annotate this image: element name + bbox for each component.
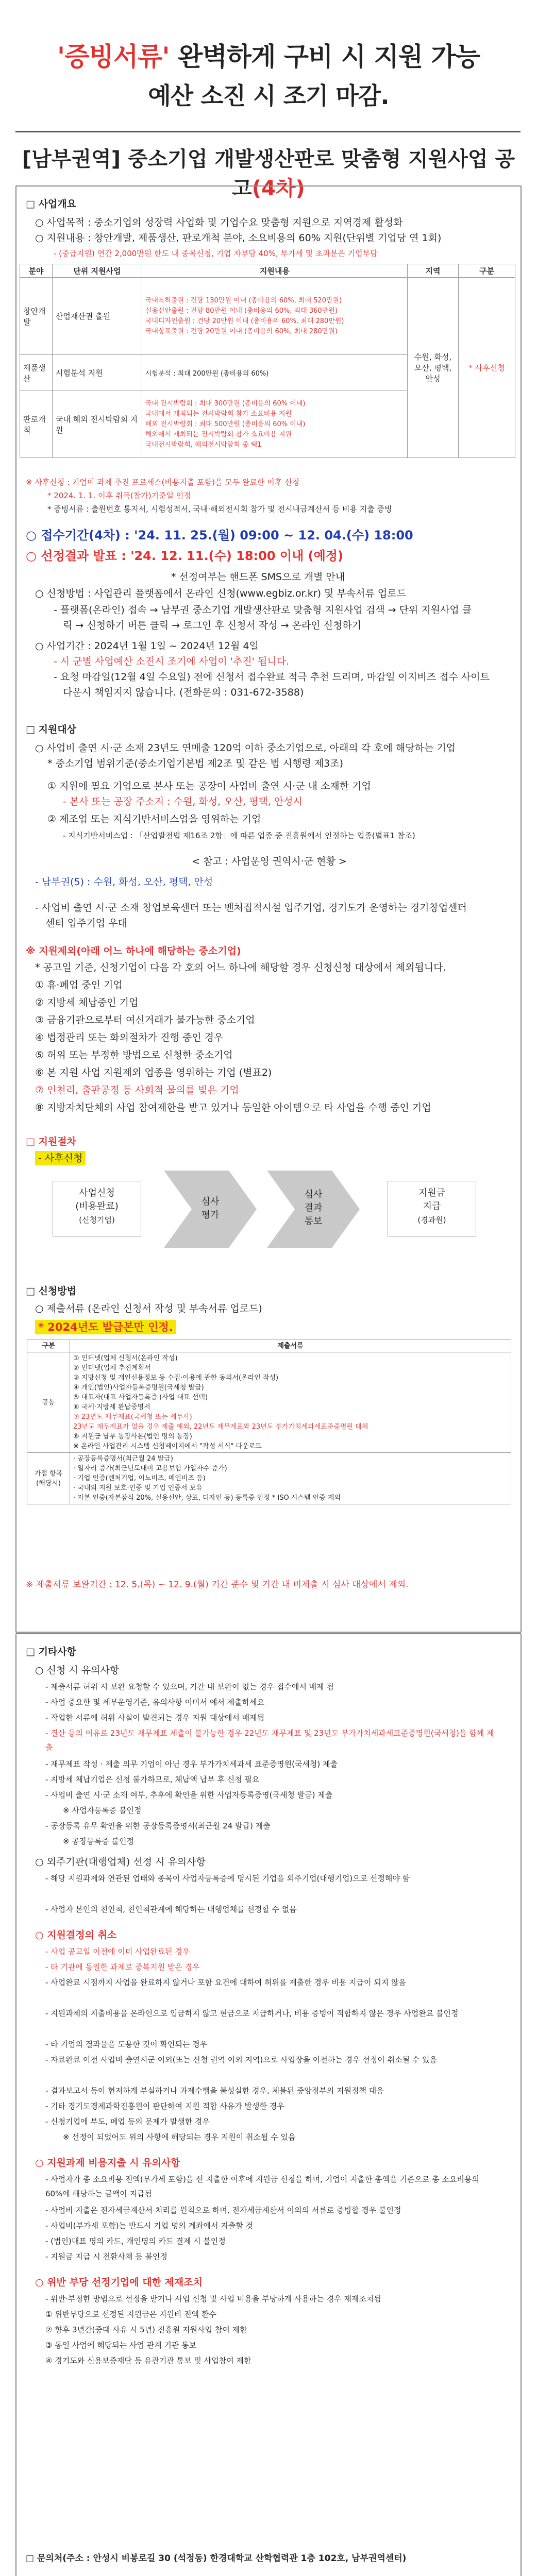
notice-body-box: [15, 185, 522, 1633]
other-line: - 사업자 본인의 친인척, 친인척관계에 해당하는 대행업체를 선정할 수 없음: [45, 1905, 297, 1914]
cancel-line: - 사업 공고일 이전에 이미 사업완료된 경우: [45, 1947, 190, 1956]
field-cell: 판로개척: [20, 391, 53, 458]
step-review: [184, 1195, 236, 1222]
target-item-1: ① 지원에 필요 기업으로 본사 또는 공장이 사업비 출연 시·군 내 소재한 기업: [47, 781, 371, 792]
documents-table: [27, 1340, 511, 1504]
overview-content-sub: - (중급지원) 연간 2,000만원 한도 내 중복신청, 기업 자부담 40%, 부가세 및 초과분은 기업부담: [54, 249, 378, 258]
headline-line-2: 예산 소진 시 조기 마감.: [148, 82, 389, 110]
cancel-line: - 타 기업의 결과물을 도용한 것이 확인되는 경우: [45, 2040, 208, 2049]
target-heading: □ 지원대상: [26, 724, 76, 735]
exclusion-item: ⑧ 지방자치단체의 사업 참여제한을 받고 있거나 동일한 아이템으로 타 사업을 수행 중인 기업: [35, 1102, 431, 1113]
exclusion-item: ① 휴·폐업 중인 기업: [35, 979, 123, 991]
procedure-heading: □ 지원절차: [26, 1136, 76, 1147]
result-label: ○ 선정결과 발표 :: [26, 549, 131, 563]
table-header: 제출서류: [70, 1340, 511, 1352]
other-line: ○ 외주기관(대행업체) 선정 시 유의사항: [35, 1856, 206, 1868]
other-line: - 작업한 서류에 허위 사실이 발견되는 경우 지원 대상에서 배제됨: [45, 1713, 265, 1722]
cancel-line: - 기타 경기도경제과학진흥원이 판단하여 지원 적합 사유가 발생한 경우: [45, 2102, 284, 2111]
sanction-line: ② 향후 3년간(중대 사유 시 5년) 진흥원 지원사업 참여 제한: [45, 2325, 247, 2334]
category-cell: * 사후신청: [459, 278, 515, 458]
step-payment-line-2: 지급: [423, 1201, 441, 1212]
exclusion-heading: ※ 지원제외(아래 어느 하나에 해당하는 중소기업): [26, 945, 241, 957]
doc-item: · 공장등록증명서(최근월 24 발급): [73, 1455, 173, 1463]
detail-cell: [142, 391, 407, 458]
detail-line: 국내특허출원 : 건당 130만원 이내 (총비용의 60%, 최대 520만원): [145, 296, 342, 304]
expense-line: - 사업비 지출은 전자세금계산서 처리를 원칙으로 하며, 전자세금계산서 이외의 서류로 증빙할 경우 불인정: [45, 2206, 401, 2215]
region-cell: 수원, 화성, 오산, 평택, 안성: [407, 278, 458, 458]
other-line: - 공장등록 유무 확인을 위한 공장등록증명서(최근월 24 발급) 제출: [45, 1821, 271, 1831]
exclusion-item: ④ 법정관리 또는 화의절차가 진행 중인 경우: [35, 1032, 224, 1043]
step-apply-line-1: 사업신청: [79, 1188, 115, 1198]
doc-item: ④ 개인(법인)사업자등록증명원(국세청 발급): [73, 1384, 204, 1392]
other-line: ○ 신청 시 유의사항: [35, 1665, 120, 1676]
doc-item: ③ 지방신청 및 개인신용정보 등 수집·이용에 관한 동의서(온라인 작성): [73, 1374, 279, 1382]
table-row: [27, 1352, 511, 1453]
target-item-2-sub: - 지식기반서비스업 : 「산업발전법 제16조 2항」에 따른 업종 중 진흥원에서 인정하는 업종(별표1 참조): [63, 831, 415, 840]
doc-list: [70, 1453, 511, 1504]
exclusion-item: ⑦ 인천리, 출판공정 등 사회적 물의를 빚은 기업: [35, 1084, 239, 1096]
step-payment-line-3: (경과원): [417, 1215, 446, 1225]
cancel-heading: ○ 지원결정의 취소: [35, 1929, 117, 1941]
table-row: [27, 1453, 511, 1504]
program-cell: 시험분석 지원: [52, 355, 142, 391]
detail-line: 국내 전시박람회 : 최대 300만원 (총비용의 60% 이내): [145, 399, 306, 408]
table-header: 구분: [27, 1340, 70, 1352]
other-line: ※ 사업자등록증 불인정: [63, 1806, 142, 1815]
overview-note-2: * 2024. 1. 1. 이후 취득(참가)기준일 인정: [47, 491, 191, 500]
detail-cell: [142, 355, 407, 391]
expense-heading: ○ 지원과제 비용지출 시 유의사항: [35, 2157, 180, 2168]
other-line: - 지방세 체납기업은 신청 불가하므로, 체납액 납부 후 신청 필요: [45, 1775, 260, 1784]
sanction-line: ③ 동일 사업에 해당되는 사업 관계 기관 통보: [45, 2341, 197, 2350]
table-header: 지역: [407, 264, 458, 278]
program-cell: 산업재산권 출원: [52, 278, 142, 355]
target-ref-label: - 남부권(5) : 수원, 화성, 오산, 평택, 안성: [35, 876, 213, 888]
other-line: - 사업 중요한 및 세부운영기준, 유의사항 이미서 에서 제출하세요: [45, 1698, 265, 1707]
program-cell: 국내 해외 전시박람회 지원: [52, 391, 142, 458]
doc-category: 가점 항목 (해당시): [27, 1453, 70, 1504]
overview-purpose: ○ 사업목적 : 중소기업의 성장력 사업화 및 기업수요 맞춤형 지원으로 지역경제 활성화: [35, 217, 403, 228]
sanction-line: ④ 경기도와 신용보증재단 등 유관기관 통보 및 사업참여 제한: [45, 2356, 251, 2365]
detail-line: 해외에서 개최되는 전시박람회 참가 소요비용 지원: [145, 430, 292, 438]
cancel-line: - 사업완료 시점까지 사업을 완료하지 않거나 포함 요건에 대하여 허위를 제출한 경우 비용 지급이 되지 않음: [45, 1978, 407, 1987]
cancel-line: ※ 선정이 되었어도 위의 사항에 해당되는 경우 지원이 취소될 수 있음: [63, 2132, 296, 2142]
application-period: [26, 527, 413, 544]
expense-line: - 사업비(부가세 포함)는 반드시 기업 명의 계좌에서 지출할 것: [45, 2221, 254, 2230]
application-heading: □ 신청방법: [26, 1285, 76, 1297]
detail-line: 국내디자인출원 : 건당 20만원 이내 (총비용의 60%, 최대 280만원): [145, 317, 344, 325]
target-ref-heading: < 참고 : 사업운영 권역시·군 현황 >: [192, 856, 347, 867]
detail-line: 국내에서 개최되는 전시박람회 참가 소요비용 지원: [145, 410, 292, 418]
business-period-sub-3: 다운시 책임지지 않습니다. (전화문의 : 031-672-3588): [63, 687, 304, 698]
other-line: - 결산 등의 이유로 23년도 재무제표 제출이 불가능한 경우 22년도 재무제표 및 23년도 부가가치세과세표준증명원(국세청)을 함께 제출: [45, 1728, 494, 1752]
overview-content: ○ 지원내용 : 창안개발, 제품생산, 판로개척 분야, 소요비용의 60% 지원(단위별 기업당 연 1회): [35, 232, 442, 244]
detail-line: 시험분석 : 최대 200만원 (총비용의 60%): [145, 370, 269, 378]
application-notice: ※ 제출서류 보완기간 : 12. 5.(목) ~ 12. 9.(월) 기간 준수 및 기간 내 미제출 시 심사 대상에서 제외.: [26, 1580, 409, 1590]
step-apply: [53, 1181, 141, 1236]
doc-category: 공통: [27, 1352, 70, 1453]
business-period-sub-1: - 시 군별 사업예산 소진시 조기에 사업이 '추진' 됩니다.: [54, 656, 290, 667]
expense-line: - 사업자가 총 소요비용 전액(부가세 포함)을 선 지출한 이후에 지원금 신청을 하며, 기업이 지출한 총액을 기준으로 총 소요비용의 60%에 해당하는 금액이 지급됨: [45, 2175, 479, 2198]
step-result-line-1: 심사: [304, 1189, 323, 1200]
other-line: - 제출서류 허위 시 보완 요청할 수 있으며, 기간 내 보완이 없는 경우 접수에서 배제 됨: [45, 1682, 334, 1691]
step-review-line-1: 심사: [201, 1196, 220, 1207]
doc-item: ① 인터넷(업체 신청서(온라인 작성): [73, 1354, 178, 1362]
target-item-1-sub: - 본사 또는 공장 주소지 : 수원, 화성, 오산, 평택, 안성시: [63, 796, 303, 807]
result-announcement: [26, 547, 343, 565]
exclusion-note: * 공고일 기준, 신청기업이 다음 각 호의 어느 하나에 해당할 경우 신청신청 대상에서 제외됩니다.: [35, 962, 446, 973]
contact-heading: □ 문의처(주소 : 안성시 비봉로길 30 (석정동) 한경대학교 산학협력관 1층 102호, 남부권역센터): [26, 2553, 407, 2564]
title-divider: [15, 131, 521, 132]
doc-item: · 기업 인증(벤처기업, 이노비즈, 메인비즈 등): [73, 1475, 206, 1482]
detail-cell: [142, 278, 407, 355]
detail-line: 국내상표출원 : 건당 20만원 이내 (총비용의 60%, 최대 280만원): [145, 327, 338, 335]
period-value: '24. 11. 25.(월) 09:00 ~ 12. 04.(수) 18:00: [134, 528, 413, 543]
overview-note-3: * 증빙서류 : 출원번호 통지서, 시험성적서, 국내·해외전시회 참가 및 전시내금계산서 등 비용 지출 증빙: [47, 504, 392, 514]
exclusion-item: ③ 금융기관으로부터 여신거래가 불가능한 중소기업: [35, 1014, 255, 1026]
business-period-sub-2: - 요청 마감일(12월 4일 수요일) 전에 신청서 접수완료 적극 추천 드리며, 마감일 이지비즈 접수 사이트: [54, 671, 490, 683]
other-line: - 해당 지원과제와 연관된 업태와 종목이 사업자등록증에 명시된 기업을 외주기업(대행기업)으로 선정해야 함: [45, 1874, 410, 1883]
detail-line: 해외 전시박람회 : 최대 500만원 (총비용의 60% 이내): [145, 420, 306, 428]
doc-item: 23년도 재무제표가 없을 경우 제출 예외, 22년도 재무제표와 23년도 부가가치세과세표준증명원 대체: [73, 1423, 368, 1431]
step-apply-line-3: (신청기업): [79, 1215, 115, 1225]
doc-item: ⑦ 23년도 재무제표(국세청 또는 세무사): [73, 1413, 192, 1421]
doc-item: · 자본 인증(자본잠식 20%, 실용신안, 상표, 디자인 등) 등록증 인정 * ISO 시스템 인증 제외: [73, 1494, 341, 1502]
doc-item: ⑥ 국세·지방세 완납증명서: [73, 1403, 150, 1411]
other-heading: □ 기타사항: [26, 1646, 76, 1657]
headline-line-1: [0, 36, 537, 73]
cancel-line: - 지원과제의 지출비용을 온라인으로 입금하지 않고 현금으로 지급하거나, 비용 증빙이 적합하지 않은 경우 사업완료 불인정: [45, 2009, 459, 2018]
doc-item: ② 인터넷(업체 추진계획서: [73, 1364, 151, 1372]
step-result: [288, 1188, 339, 1228]
headline-rest-text: 완벽하게 구비 시 지원 가능: [169, 42, 480, 72]
page-title-suffix: (4차): [251, 177, 305, 200]
doc-item: ⑤ 대표자(대표 사업자등록증 (사업 대표 선택): [73, 1394, 208, 1401]
exclusion-item: ⑥ 본 지원 사업 지원제외 업종을 영위하는 기업 (별표2): [35, 1067, 272, 1078]
table-header: 단위 지원사업: [52, 264, 142, 278]
overview-table: [20, 264, 515, 458]
step-apply-line-2: (비용완료): [75, 1201, 119, 1212]
step-result-line-2: 결과: [304, 1202, 323, 1213]
target-line-1-sub: * 중소기업 범위기준(중소기업기본법 제2조 및 같은 법 시행령 제3조): [47, 758, 344, 769]
step-payment: [388, 1181, 476, 1236]
overview-heading: □ 사업개요: [26, 198, 76, 210]
target-ref-note-1: - 사업비 출연 시·군 소재 창업보육센터 또는 벤처집적시설 입주기업, 경기도가 운영하는 경기창업센터: [35, 902, 467, 913]
doc-item: · 국내외 지원 보호·인증 및 기업 인증서 보유: [73, 1484, 203, 1492]
target-item-2: ② 제조업 또는 지식기반서비스업을 영위하는 기업: [47, 814, 261, 825]
cancel-line: - 신청기업에 부도, 폐업 등의 문제가 발생한 경우: [45, 2117, 210, 2126]
target-line-1: ○ 사업비 출연 시·군 소재 23년도 연매출 120억 이하 중소기업으로, 아래의 각 호에 해당하는 기업: [35, 742, 456, 754]
sanction-line: - 위반·부정한 방법으로 선정을 받거나 사업 신청 및 사업 비용을 부당하게 사용하는 경우 제재조치됨: [45, 2294, 381, 2303]
cancel-line: - 타 기관에 동일한 과제로 중복지원 받은 경우: [45, 1962, 200, 1972]
other-line: ※ 공장등록증 불인정: [63, 1837, 135, 1846]
page-title-main: [남부권역] 중소기업 개발생산판로 맞춤형 지원사업 공고: [22, 147, 515, 200]
application-method: ○ 신청방법 : 사업관리 플랫폼에서 온라인 신청(www.egbiz.or.kr) 및 부속서류 업로드: [35, 588, 406, 599]
detail-line: 국내전시박람회, 해외전시박람회 중 택1: [145, 440, 262, 449]
result-value: '24. 12. 11.(수) 18:00 이내 (예정): [130, 549, 343, 563]
expense-line: - (법인)대표 명의 카드, 개인명의 카드 결제 시 불인정: [45, 2236, 226, 2246]
step-review-line-2: 평가: [201, 1210, 220, 1221]
sanction-line: ① 위반부당으로 선정된 지원금은 지원비 전액 환수: [45, 2310, 216, 2319]
sanction-heading: ○ 위반 부당 선정기업에 대한 제재조치: [35, 2277, 203, 2288]
detail-line: 실용신안출원 : 건당 80만원 이내 (총비용의 60%, 최대 360만원): [145, 307, 338, 315]
cancel-line: - 자료완료 이전 사업비 출연시군 이외(또는 신청 권역 이외 지역)으로 사업장을 이전하는 경우 선정이 취소될 수 있음: [45, 2055, 437, 2064]
step-payment-line-1: 지원금: [418, 1188, 446, 1198]
doc-list: [70, 1352, 511, 1453]
period-label: ○ 접수기간(4차) :: [26, 528, 135, 543]
table-header: 구분: [459, 264, 515, 278]
doc-item: ※ 온라인 사업관리 시스템 신청페이지에서 "작성 서식" 다운로드: [73, 1443, 262, 1450]
exclusion-item: ⑤ 허위 또는 부정한 방법으로 신청한 중소기업: [35, 1049, 233, 1061]
overview-note-1: ※ 사후신청 : 기업이 과제 추진 프로세스(비용지출 포함)을 모두 완료한 이후 신청: [26, 478, 299, 487]
table-header: 지원내용: [142, 264, 407, 278]
field-cell: 창안개발: [20, 278, 53, 355]
cancel-line: - 결과보고서 등이 현저하게 부실하거나 과제수행을 불성실한 경우, 체불된 중앙정부의 지원정책 대응: [45, 2086, 384, 2095]
field-cell: 제품생산: [20, 355, 53, 391]
other-line: - 사업비 출연 시·군 소재 여부, 추후에 확인을 위한 사업자등록증명(국세청 발급) 제출: [45, 1790, 333, 1800]
target-ref-note-2: 센터 입주기업 우대: [45, 918, 127, 929]
doc-item: ⑧ 지원금 납부 통장사본(법인 명의 통장): [73, 1433, 192, 1440]
application-highlight: * 2024년도 발급본만 인정.: [35, 1320, 176, 1334]
other-line: - 재무제표 작성 · 제출 의무 기업이 아닌 경우 부가가치세과세 표준증명원(국세청) 제출: [45, 1759, 338, 1769]
application-method-sub-2: 릭 → 신청하기 버튼 클릭 → 로그인 후 신청서 작성 → 온라인 신청하기: [63, 620, 362, 631]
procedure-subheading: - 사후신청: [35, 1151, 86, 1165]
application-method-sub-1: - 플랫폼(온라인) 접속 → 남부권 중소기업 개발생산판로 맞춤형 지원사업 검색 → 단위 지원사업 클: [54, 604, 472, 616]
expense-line: - 지원금 지급 시 전환사채 등 불인정: [45, 2252, 167, 2261]
business-period: ○ 사업기간 : 2024년 1월 1일 ~ 2024년 12월 4일: [35, 640, 259, 652]
notice-body-box-2: [15, 1633, 522, 2576]
table-header: 분야: [20, 264, 53, 278]
exclusion-item: ② 지방세 체납중인 기업: [35, 997, 139, 1008]
headline-red-text: '증빙서류': [57, 42, 170, 72]
table-row: [20, 278, 515, 355]
application-line-1: ○ 제출서류 (온라인 신청서 작성 및 부속서류 업로드): [35, 1303, 262, 1314]
step-result-line-3: 통보: [304, 1216, 323, 1227]
doc-item: · 일자리 증가(최근년도대비 고용보험 가입자수 증가): [73, 1465, 227, 1472]
result-note: * 선정여부는 핸드폰 SMS으로 개별 안내: [171, 571, 345, 583]
